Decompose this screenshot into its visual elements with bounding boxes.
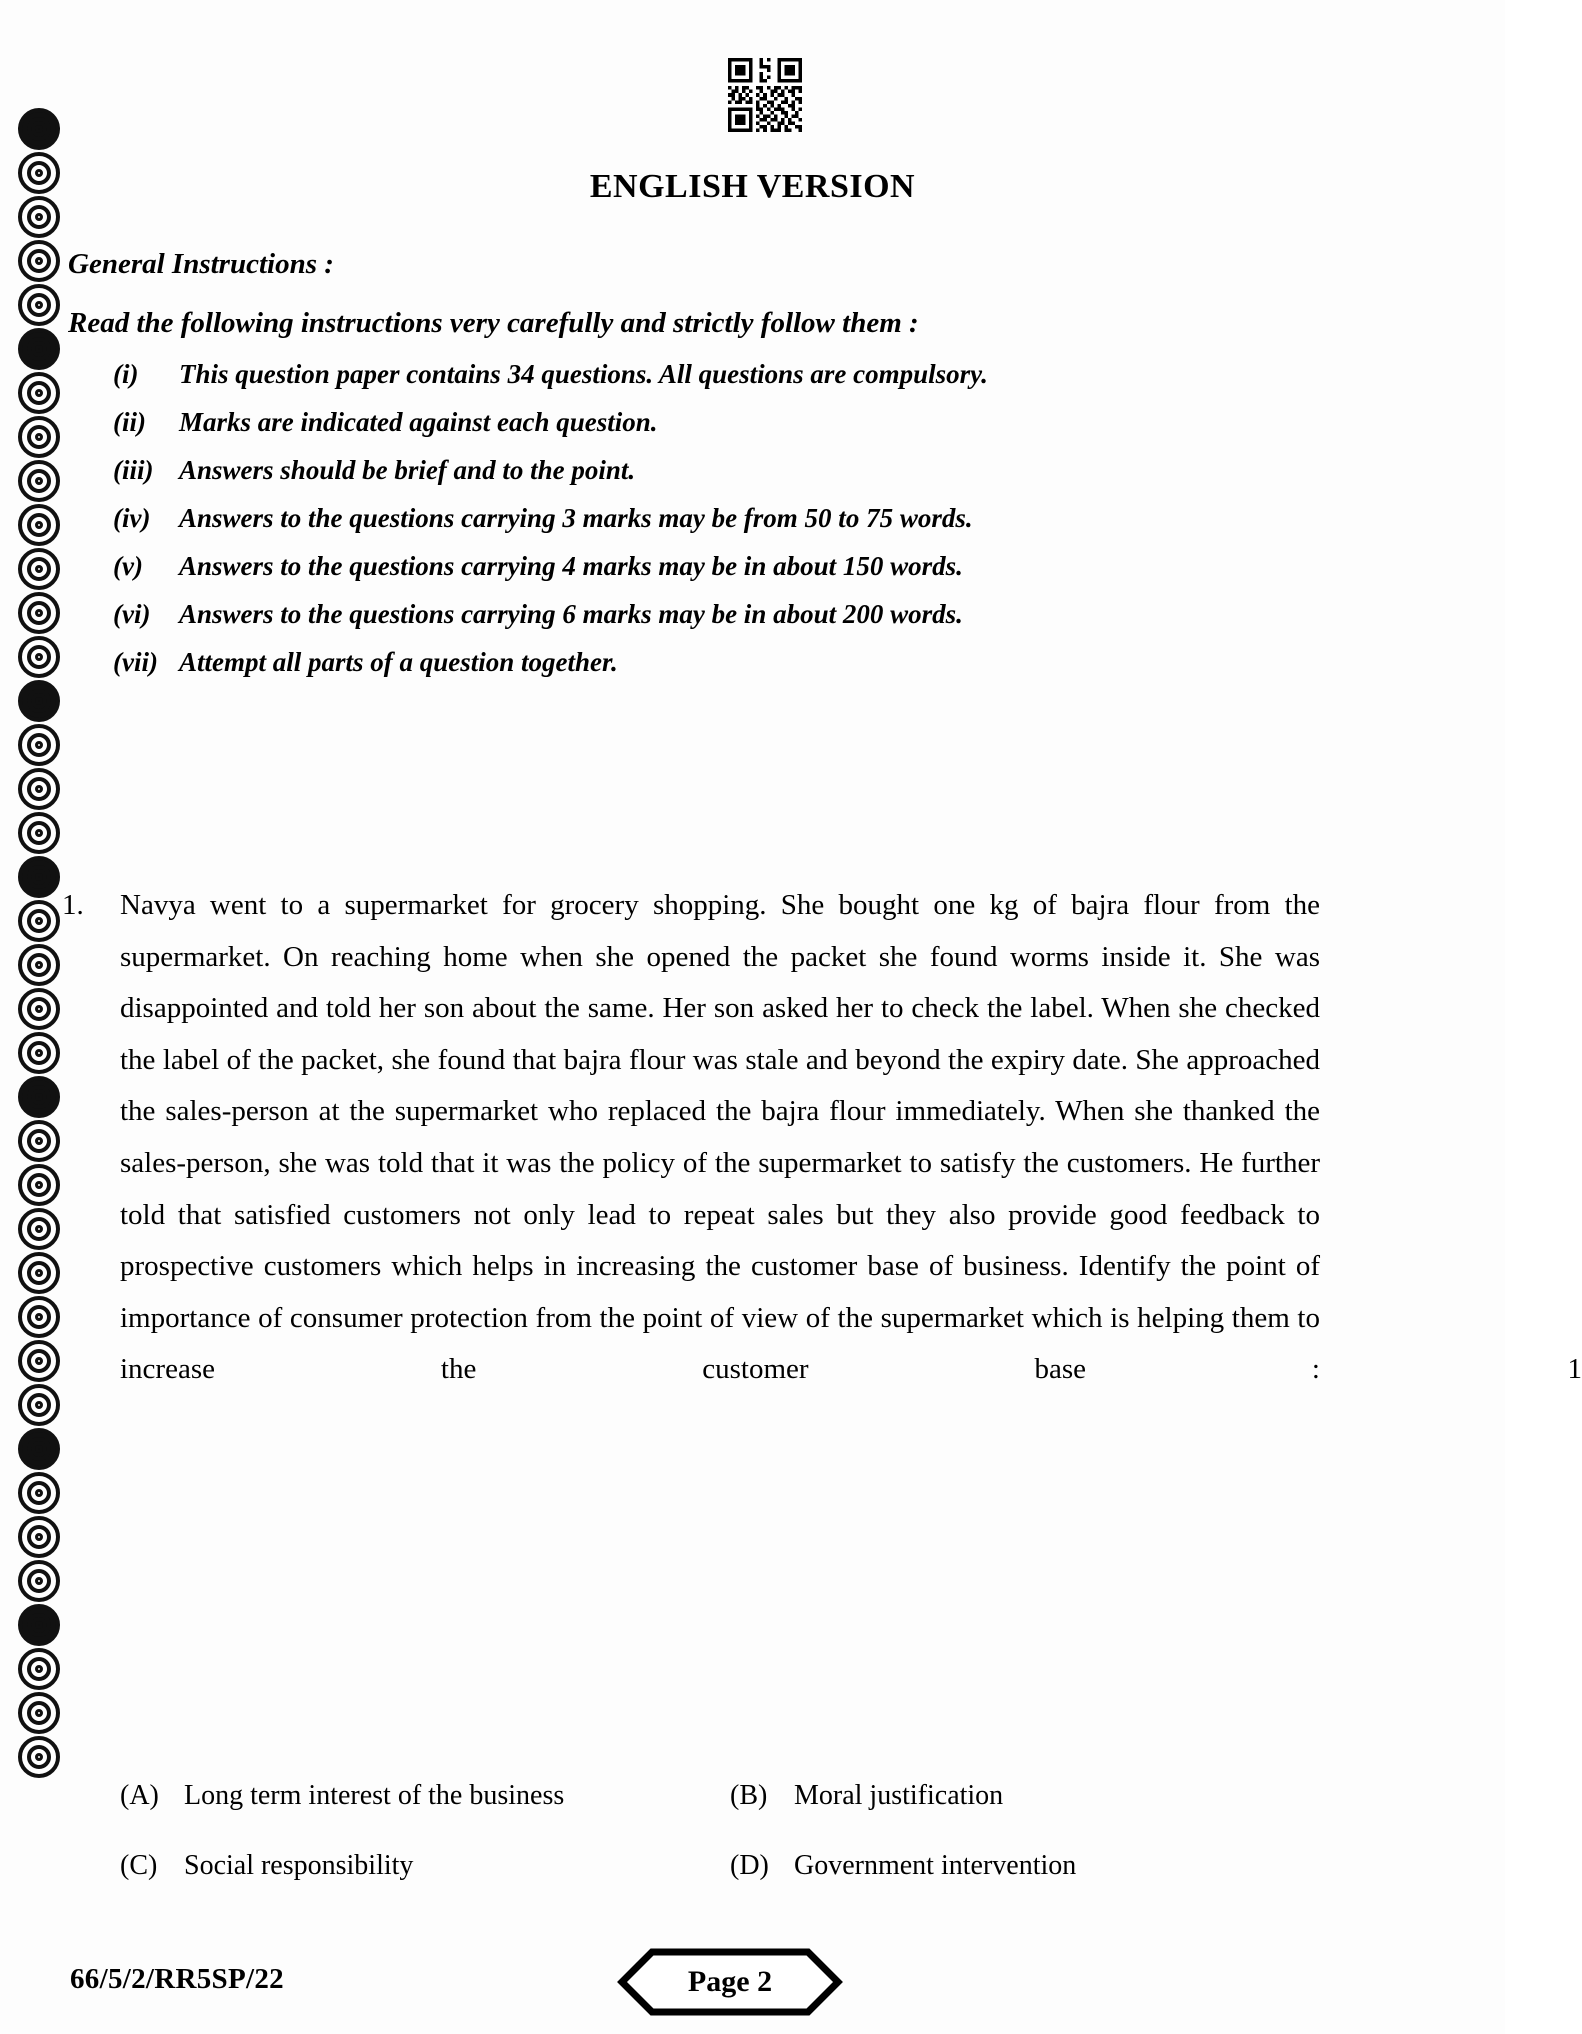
instruction-item-number: (iii) xyxy=(113,455,154,485)
option-label: Moral justification xyxy=(794,1780,1004,1811)
instruction-list xyxy=(68,361,1368,676)
instruction-item-text: Answers to the questions carrying 6 marks may be in about 200 words. xyxy=(179,599,963,629)
option-label: Long term interest of the business xyxy=(184,1780,565,1811)
question-text: Navya went to a supermarket for grocery shopping. She bought one kg of bajra flour from the supermarket. On reaching home when she opened the packet she found worms inside it. She was disappointed and told her son about the same. Her son asked her to check the label. When she checked the label of the packet, she found that bajra flour was stale and beyond the expiry date. She approached the sales-person at the supermarket who replaced the bajra flour immediately. When she thanked the sales-person, she was told that it was the policy of the supermarket to satisfy the customers. He further told that satisfied customers not only lead to repeat sales but they also provide good feedback to prospective customers which helps in increasing the customer base of business. Identify the point of importance of consumer protection from the point of view of the supermarket which is helping them to increase the customer base : xyxy=(120,889,1320,1386)
binding-ring xyxy=(18,1076,60,1118)
general-instructions-section xyxy=(68,248,1368,676)
binding-ring xyxy=(18,108,60,150)
binding-ring xyxy=(18,768,60,810)
question-number: 1. xyxy=(62,889,84,921)
option-a[interactable] xyxy=(120,1780,730,1812)
option-key: (A) xyxy=(120,1780,159,1811)
binding-ring xyxy=(18,944,60,986)
binding-ring xyxy=(18,636,60,678)
binding-ring xyxy=(18,1472,60,1514)
binding-ring xyxy=(18,284,60,326)
binding-ring xyxy=(18,812,60,854)
instruction-item xyxy=(68,601,1368,628)
option-d[interactable] xyxy=(730,1850,1330,1882)
binding-ring xyxy=(18,680,60,722)
general-instructions-heading: General Instructions : xyxy=(68,248,334,280)
binding-ring xyxy=(18,328,60,370)
binding-ring xyxy=(18,1384,60,1426)
instruction-item-number: (ii) xyxy=(113,407,146,437)
option-key: (B) xyxy=(730,1780,768,1811)
question-block-1 xyxy=(62,880,1582,1396)
binding-ring xyxy=(18,988,60,1030)
binding-ring xyxy=(18,240,60,282)
option-row xyxy=(120,1780,1450,1812)
instruction-item xyxy=(68,505,1368,532)
binding-ring xyxy=(18,1340,60,1382)
binding-ring xyxy=(18,724,60,766)
option-row xyxy=(120,1850,1450,1882)
instruction-item xyxy=(68,457,1368,484)
binding-ring xyxy=(18,1296,60,1338)
instruction-item-text: Marks are indicated against each question. xyxy=(179,407,658,437)
instruction-item xyxy=(68,649,1368,676)
page-title: ENGLISH VERSION xyxy=(589,168,916,205)
instruction-item-text: Answers to the questions carrying 4 marks may be in about 150 words. xyxy=(179,551,963,581)
instruction-item xyxy=(68,409,1368,436)
binding-ring xyxy=(18,1560,60,1602)
option-key: (C) xyxy=(120,1850,158,1881)
qr-code-icon xyxy=(728,58,802,132)
binding-ring xyxy=(18,1252,60,1294)
instruction-item-text: This question paper contains 34 questions. All questions are compulsory. xyxy=(179,359,988,389)
instruction-item-text: Answers to the questions carrying 3 marks may be from 50 to 75 words. xyxy=(179,503,973,533)
instruction-item-number: (i) xyxy=(113,359,139,389)
option-label: Government intervention xyxy=(794,1850,1077,1881)
general-instructions-subheading: Read the following instructions very carefully and strictly follow them : xyxy=(68,307,919,339)
binding-ring xyxy=(18,548,60,590)
option-label: Social responsibility xyxy=(184,1850,414,1881)
binding-ring xyxy=(18,372,60,414)
instruction-item-number: (vii) xyxy=(113,647,158,677)
binding-ring xyxy=(18,1208,60,1250)
spiral-binding-margin xyxy=(14,108,64,1998)
page-number-badge xyxy=(618,1948,842,2016)
binding-ring xyxy=(18,1164,60,1206)
binding-ring xyxy=(18,1120,60,1162)
instruction-item xyxy=(68,361,1368,388)
page-number-label: Page 2 xyxy=(687,1965,773,1998)
option-c[interactable] xyxy=(120,1850,730,1882)
binding-ring xyxy=(18,1032,60,1074)
binding-ring xyxy=(18,460,60,502)
binding-ring xyxy=(18,856,60,898)
instruction-item-text: Answers should be brief and to the point. xyxy=(179,455,636,485)
option-key: (D) xyxy=(730,1850,769,1881)
binding-ring xyxy=(18,1604,60,1646)
instruction-item-number: (vi) xyxy=(113,599,151,629)
instruction-item-number: (v) xyxy=(113,551,143,581)
binding-ring xyxy=(18,504,60,546)
binding-ring xyxy=(18,1516,60,1558)
binding-ring xyxy=(18,1692,60,1734)
binding-ring xyxy=(18,1736,60,1778)
option-b[interactable] xyxy=(730,1780,1330,1812)
instruction-item-number: (iv) xyxy=(113,503,151,533)
instruction-item-text: Attempt all parts of a question together. xyxy=(179,647,618,677)
question-marks: 1 xyxy=(1567,1353,1582,1386)
instruction-item xyxy=(68,553,1368,580)
binding-ring xyxy=(18,416,60,458)
answer-options xyxy=(120,1780,1450,1920)
binding-ring xyxy=(18,1428,60,1470)
binding-ring xyxy=(18,592,60,634)
binding-ring xyxy=(18,1648,60,1690)
paper-code: 66/5/2/RR5SP/22 xyxy=(70,1963,284,1995)
binding-ring xyxy=(18,900,60,942)
